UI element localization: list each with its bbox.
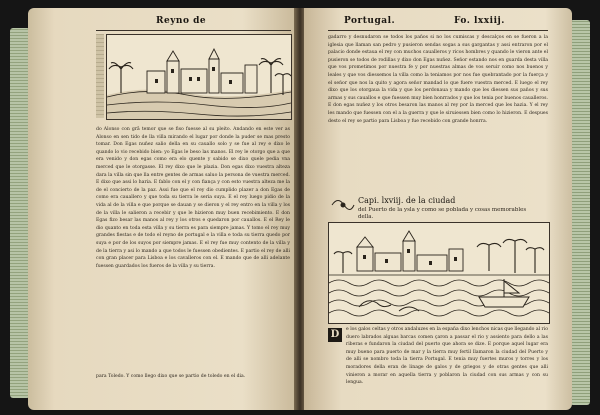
chapter-body-text: e los galos celtas y otros andaluzes en la españa dixo lenchos nicas que llegando al rio duero labrados alguas barcas comen çaron a passar el rio y assiento para dello a las riberas e fundaron la ciudad del puerto que ahora se dize. E porque aquel lugar era muy bueno para puerto de mar y la tierra muy fertil llamaron la ciudad del Puerto y de alli se nombro toda la tierra Portugal. E tenia muy fuertes muros y torres y los moradores della eran de linage de galos y de griegos y de otras gentes que alli vinieron a morar en aquella tierra y poblaron la ciudad con sus armas y con su lengua. [346,327,548,386]
woodcut-side-border [96,34,104,118]
head-rule [96,30,291,31]
left-page-edges [10,28,30,398]
open-book [28,8,572,410]
right-running-head: Portugal. [344,16,396,26]
right-head-rule [328,30,548,31]
folio-number: Fo. lxxiij. [454,16,505,26]
woodcut-illustration-castle [106,34,292,120]
chapter-heading: Capi. lxviij. de la ciudad [358,196,456,205]
left-body-text: do Alonso con grā temor que se fiso fuesse al su pleito. Andando en este ver as Alonso en sen tido de lla villa mirando el lugar por donde la puder se mas presto tomar. Don Egas nuñez salio della en su cauallo solo y se fue al rey e dixo le quando lo vio recebido bien: yo Egas le beso las manos. El rey le otorgo que a que era venido y don egas como era elo quente y sabido se dixo quele pedia vna merced que le otorgasse. El rey dixo que le plazia. Don egas dixo vuestra alteza dara la villa sin que lla entre gentes de armas saluo la persona de vuestra merced. E dixo que assi lo haria. E fablo con el y con fiança y con esto vuestra alteza me la de el concierto de la paz. Assi fue que el rey dio cumplido plazer a don Egas de como era cauallero y que toda su tierra le seria suya. E el rey luego pidio de la vida al de la villa e que porque se dauan y se dieron y el rey entro en la villa y los de la villa le salieron a recebir y que le hizieron muy buen recebimiento. E don Egas fizo besar las manos al rey y los otros e quedaron por cauallos. E el Rey le dio quanto en toda esta villa y su tierra es para siempre jamas. Y tomo el rey muy grandes fiestas e de todo el reyno de portugal e la villa e toda su tierra quedo por suya e por de los suyos por siempre jamas. E el rey fue muy contento de la villa y de la tierra y asi lo mando a que todos le fuessen obedientes. E partio el rey de alli con gran placer para Lisboa e los cavalleros con el. E mando que de alli adelante fuessen guardados los fueros de la villa y su tierra. [96,127,290,269]
decorated-initial: D [328,328,342,342]
chapter-subtitle: del Puerto de la ysla y como se poblada y cosas memorables della. [358,207,527,220]
left-running-head: Reyno de [156,16,207,26]
left-page [28,8,296,410]
chapter-ornament-icon [330,194,356,216]
left-closing-line: para Toledo. Y como llego dixo que se partio de toledo en el dia. [96,374,246,379]
woodcut-illustration-harbor-city [328,222,550,324]
right-page-edges [570,20,590,405]
right-body-text: gadarro y desnudaron se todos los paños si no los cumiscas y descalços en se fueron a la iglesia que llaman san pedro y pusieron sendas sogas a sus gargantas y assi entraron por el palacio donde estaua el rey con muchos caualleros y ricos hombres y quando le vieron ante el pusieron se todos de rodillas y dixo don Egas nuñez. Señor estando nos en guarda desta villa que vos prometimos por nuestra fe y por nuestras almas de vos seruir como nos buenos y leales y que vos diessemos la villa como la teniamos por nos fue quebrantado por la fuerça y el señor que nos la quito y agora señor mandad lo que fuere vuestra merced. E luego el rey dixo que los otorgaua la vida y que los perdonaua y mando que les diessen sus paños y sus armas y sus cauallos e que fuessen muy bien honrrados y que los tenia por buenos caualleros. E don egas nuñez y los otros besaron las manos al rey por la merced que les hazia. Y el rey les mando que fuessen con el a la guerra y que le siruiessen bien como lo hizieron. E despues desto el rey se partio para Lisboa y fue recebido con grande honrra. [328,35,548,124]
right-page [304,8,572,410]
